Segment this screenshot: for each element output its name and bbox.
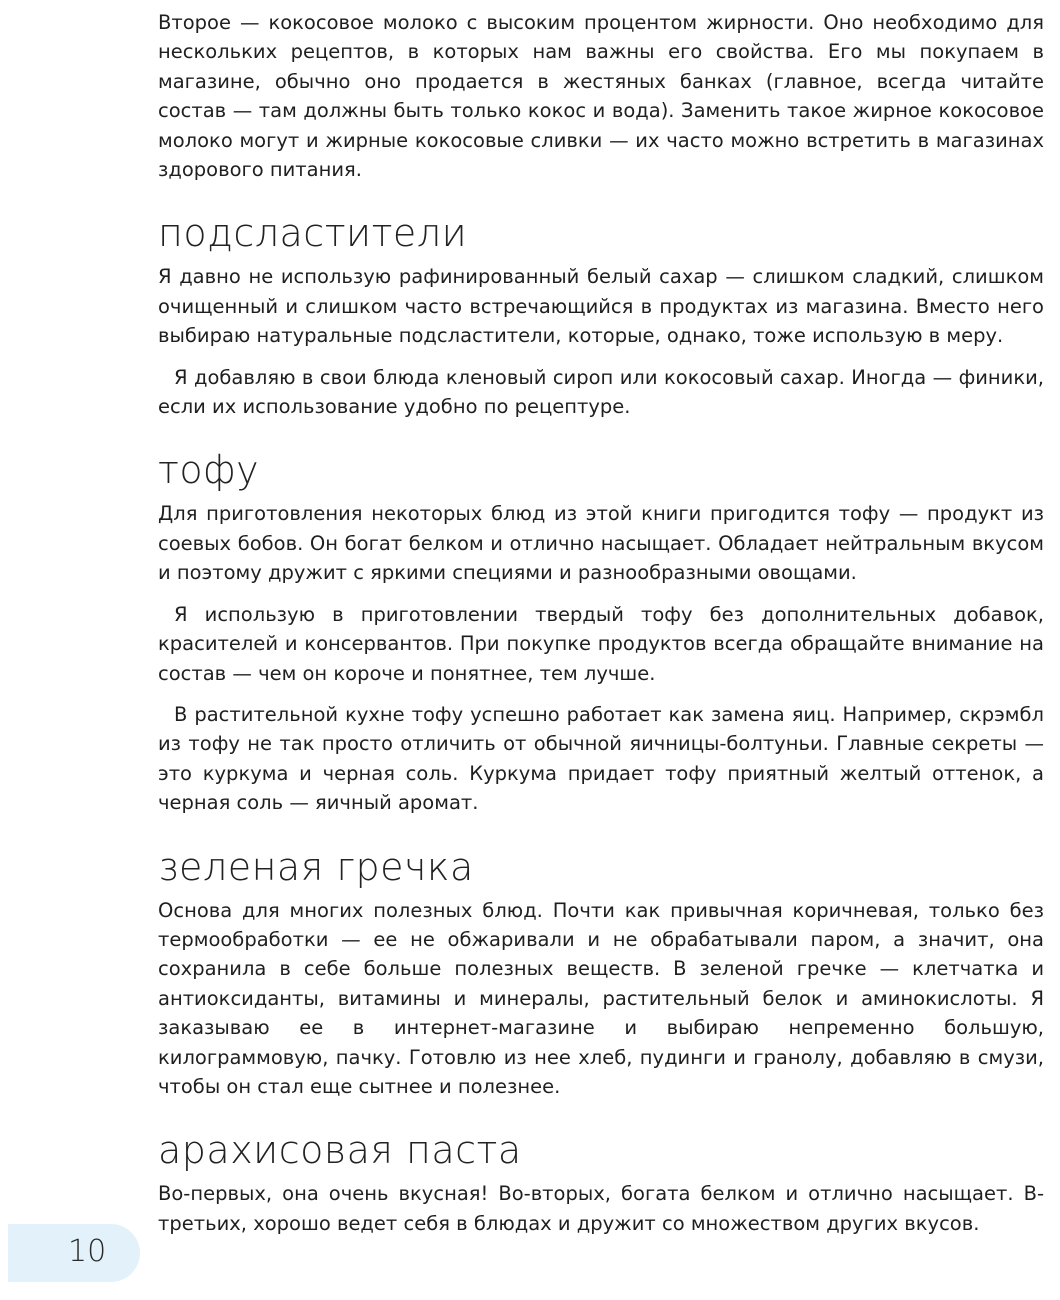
tofu-paragraph-2: Я использую в приготовлении твердый тофу без дополнительных добавок, красителей и консервантов. При покупке продуктов всегда обращайте внимание на состав — чем он короче и понятнее, тем лучше. xyxy=(158,602,1044,685)
tofu-paragraph-3: В растительной кухне тофу успешно работает как замена яиц. Например, скрэмбл из тофу не так просто отличить от обычной яичницы-болтуньи. Главные секреты — это куркума и черная соль. Куркума придает тофу приятный желтый оттенок, а черная соль — яичный аромат. xyxy=(158,702,1044,815)
intro-paragraph: Второе — кокосовое молоко с высоким процентом жирности. Оно необходимо для нескольких рецептов, в которых нам важны его свойства. Его мы покупаем в магазине, обычно оно продается в жестяных банках (главное, всегда читайте состав — там должны быть только кокос и вода). Заменить такое жирное кокосовое молоко могут и жирные кокосовые сливки — их часто можно встретить в магазинах здорового питания. xyxy=(158,11,1044,182)
page-number: 10 xyxy=(68,1234,107,1269)
sweeteners-paragraph-2: Я добавляю в свои блюда кленовый сироп или кокосовый сахар. Иногда — финики, если их использование удобно по рецептуре. xyxy=(158,365,1044,419)
peanut-butter-paragraph-1: Во-первых, она очень вкусная! Во-вторых, богата белком и отлично насыщает. В-третьих, хорошо ведет себя в блюдах и дружит со множеством других вкусов. xyxy=(158,1182,1044,1235)
page-content xyxy=(158,8,1044,1250)
section-heading-sweeteners: подсластители xyxy=(158,211,468,256)
section-heading-green-buckwheat: зеленая гречка xyxy=(158,844,474,889)
page-number-tab xyxy=(8,1224,140,1282)
section-heading-tofu: тофу xyxy=(158,448,260,493)
green-buckwheat-paragraph-1: Основа для многих полезных блюд. Почти как привычная коричневая, только без термообработки — ее не обжаривали и не обрабатывали паром, а значит, она сохранила в себе больше полезных веществ. В зеленой гречке — клетчатка и антиоксиданты, витамины и минералы, растительный белок и аминокислоты. Я заказываю ее в интернет-магазине и выбираю непременно большую, килограммовую, пачку. Готовлю из нее хлеб, пудинги и гранолу, добавляю в смузи, чтобы он стал еще сытнее и полезнее. xyxy=(158,898,1044,1098)
section-heading-peanut-butter: арахисовая паста xyxy=(158,1128,522,1173)
sweeteners-paragraph-1: Я давно не использую рафинированный белый сахар — слишком сладкий, слишком очищенный и слишком часто встречающийся в продуктах из магазина. Вместо него выбираю натуральные подсластители, которые, однако, тоже использую в меру. xyxy=(158,265,1044,348)
tofu-paragraph-1: Для приготовления некоторых блюд из этой книги пригодится тофу — продукт из соевых бобов. Он богат белком и отлично насыщает. Обладает нейтральным вкусом и поэтому дружит с яркими специями и разнообразными овощами. xyxy=(158,502,1044,585)
